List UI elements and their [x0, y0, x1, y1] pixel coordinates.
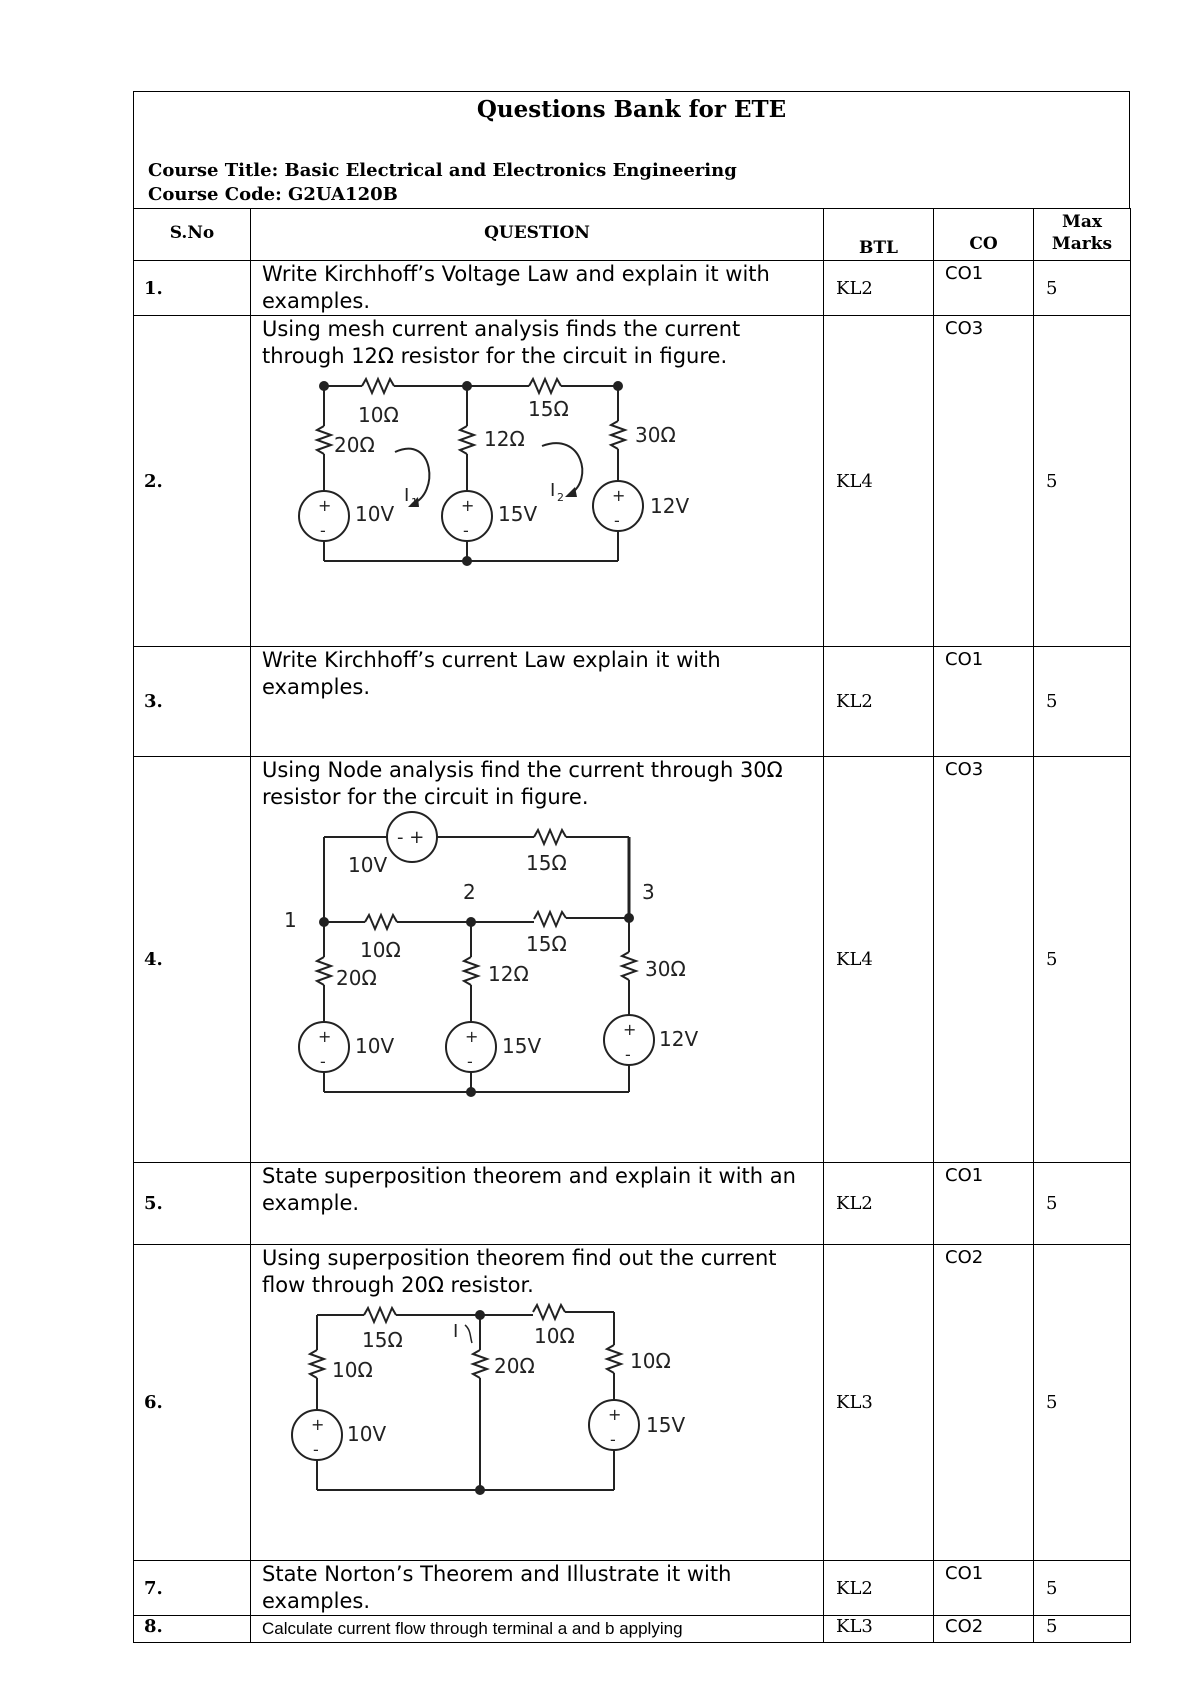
question-text: Write Kirchhoff’s Voltage Law and explain it with examples.: [251, 261, 824, 316]
resistor-20-ohm: [473, 1350, 487, 1378]
polarity-plus: +: [608, 1405, 622, 1424]
polarity-plus: +: [612, 486, 626, 505]
label-r4: 12Ω: [484, 427, 525, 451]
table-row: [134, 316, 1131, 647]
polarity-plus: +: [318, 1027, 332, 1046]
row-number: 8.: [134, 1616, 251, 1643]
marks-value: 5: [1034, 647, 1131, 757]
row-number: 7.: [134, 1561, 251, 1616]
question-cell: [251, 757, 824, 1163]
label-current-i: I: [453, 1321, 459, 1342]
btl-value: KL4: [824, 316, 934, 647]
row-number: 6.: [134, 1245, 251, 1561]
question-text: State superposition theorem and explain it with an example.: [251, 1163, 824, 1245]
btl-value: KL3: [824, 1616, 934, 1643]
course-title: Course Title: Basic Electrical and Electronics Engineering: [148, 160, 737, 181]
label-i1: I: [404, 485, 410, 506]
btl-value: KL2: [824, 1163, 934, 1245]
node-label-2: 2: [463, 880, 476, 904]
question-text: Calculate current flow through terminal a and b applying: [251, 1616, 824, 1643]
table-row: [134, 1616, 1131, 1643]
label-r5: 10Ω: [630, 1349, 671, 1373]
label-v1: 10V: [355, 502, 395, 526]
label-i2-subscript: 2: [557, 491, 564, 504]
label-r1: 10Ω: [358, 403, 399, 427]
table-row: [134, 1245, 1131, 1561]
mesh-current-arrow-i2: [542, 443, 582, 494]
row-number: 5.: [134, 1163, 251, 1245]
label-r2: 15Ω: [528, 397, 569, 421]
resistor-12-ohm: [464, 957, 478, 985]
table-row: [134, 647, 1131, 757]
header-co: CO: [934, 209, 1034, 261]
label-i1-subscript: 1: [411, 496, 418, 509]
polarity-minus: -: [463, 521, 469, 540]
resistor-15-ohm: [529, 379, 561, 393]
question-table: [133, 208, 1131, 1643]
polarity-plus: +: [461, 496, 475, 515]
polarity-minus: -: [625, 1045, 631, 1064]
label-v1: 10V: [355, 1034, 395, 1058]
header-sno: S.No: [134, 209, 251, 261]
label-r5: 30Ω: [635, 423, 676, 447]
label-v2: 15V: [498, 502, 538, 526]
resistor-10-ohm: [365, 915, 397, 929]
label-r1: 15Ω: [362, 1328, 403, 1352]
marks-value: 5: [1034, 1245, 1131, 1561]
label-vtop: 10V: [348, 853, 388, 877]
btl-value: KL3: [824, 1245, 934, 1561]
co-value: CO1: [934, 261, 1034, 316]
resistor-20-ohm: [317, 426, 331, 454]
header-max-marks: Max Marks: [1034, 209, 1131, 261]
polarity-plus: +: [465, 1027, 479, 1046]
marks-value: 5: [1034, 1561, 1131, 1616]
polarity-minus: -: [320, 1052, 326, 1071]
polarity-plus: +: [623, 1020, 637, 1039]
node-label-1: 1: [284, 908, 297, 932]
btl-value: KL2: [824, 647, 934, 757]
resistor-10-ohm-top: [533, 1305, 565, 1319]
label-r2: 10Ω: [332, 1358, 373, 1382]
resistor-12-ohm: [460, 426, 474, 454]
polarity-minus: -: [313, 1440, 319, 1459]
co-value: CO1: [934, 647, 1034, 757]
resistor-15-ohm: [364, 1308, 396, 1322]
polarity-plus: +: [311, 1415, 325, 1434]
table-header-row: [134, 209, 1131, 261]
label-r3: 20Ω: [336, 966, 377, 990]
resistor-15-ohm: [534, 912, 566, 926]
document-header: [133, 91, 1130, 209]
label-r1: 10Ω: [360, 938, 401, 962]
co-value: CO3: [934, 316, 1034, 647]
label-v2: 15V: [646, 1413, 686, 1437]
resistor-top-15-ohm: [534, 830, 566, 844]
marks-value: 5: [1034, 1616, 1131, 1643]
resistor-10-ohm-right: [607, 1345, 621, 1373]
polarity-minus: -: [610, 1430, 616, 1449]
mesh-circuit-diagram: [262, 376, 690, 591]
superposition-circuit-diagram: [262, 1305, 686, 1525]
co-value: CO3: [934, 757, 1034, 1163]
document-title: Questions Bank for ETE: [476, 96, 787, 123]
row-number: 3.: [134, 647, 251, 757]
polarity-plus: +: [318, 496, 332, 515]
question-text: Using Node analysis find the current through 30Ω resistor for the circuit in figure.: [262, 758, 783, 809]
resistor-10-ohm: [362, 379, 394, 393]
row-number: 2.: [134, 316, 251, 647]
co-value: CO2: [934, 1616, 1034, 1643]
resistor-20-ohm: [317, 957, 331, 985]
table-row: [134, 1561, 1131, 1616]
label-r5: 30Ω: [645, 957, 686, 981]
btl-value: KL2: [824, 261, 934, 316]
label-rtop: 15Ω: [526, 851, 567, 875]
header-btl: BTL: [824, 209, 934, 261]
question-text: Write Kirchhoff’s current Law explain it with examples.: [251, 647, 824, 757]
btl-value: KL2: [824, 1561, 934, 1616]
label-r2: 15Ω: [526, 932, 567, 956]
table-row: [134, 1163, 1131, 1245]
co-value: CO1: [934, 1163, 1034, 1245]
header-question: QUESTION: [251, 209, 824, 261]
polarity-minus: -: [614, 511, 620, 530]
question-text: State Norton’s Theorem and Illustrate it with examples.: [251, 1561, 824, 1616]
polarity-minus: -: [320, 521, 326, 540]
source-polarity: - +: [397, 827, 425, 848]
question-cell: [251, 1245, 824, 1561]
marks-value: 5: [1034, 757, 1131, 1163]
label-r3: 10Ω: [534, 1324, 575, 1348]
row-number: 4.: [134, 757, 251, 1163]
node-circuit-diagram: [262, 817, 699, 1122]
marks-value: 5: [1034, 261, 1131, 316]
label-v1: 10V: [347, 1422, 387, 1446]
resistor-10-ohm-left: [310, 1350, 324, 1378]
label-v3: 12V: [650, 494, 690, 518]
marks-value: 5: [1034, 1163, 1131, 1245]
co-value: CO2: [934, 1245, 1034, 1561]
label-v2: 15V: [502, 1034, 542, 1058]
label-i2: I: [550, 480, 556, 501]
label-v3: 12V: [659, 1027, 699, 1051]
node-label-3: 3: [642, 880, 655, 904]
label-r4: 20Ω: [494, 1354, 535, 1378]
table-row: [134, 757, 1131, 1163]
marks-value: 5: [1034, 316, 1131, 647]
question-text: Using superposition theorem find out the current flow through 20Ω resistor.: [262, 1246, 777, 1297]
resistor-30-ohm: [622, 952, 636, 980]
co-value: CO1: [934, 1561, 1034, 1616]
row-number: 1.: [134, 261, 251, 316]
label-r3: 20Ω: [334, 433, 375, 457]
table-row: [134, 261, 1131, 316]
btl-value: KL4: [824, 757, 934, 1163]
question-cell: [251, 316, 824, 647]
question-text: Using mesh current analysis finds the current through 12Ω resistor for the circuit in figure.: [262, 317, 741, 368]
resistor-30-ohm: [611, 421, 625, 449]
polarity-minus: -: [467, 1052, 473, 1071]
course-code: Course Code: G2UA120B: [148, 184, 398, 205]
label-r4: 12Ω: [488, 962, 529, 986]
